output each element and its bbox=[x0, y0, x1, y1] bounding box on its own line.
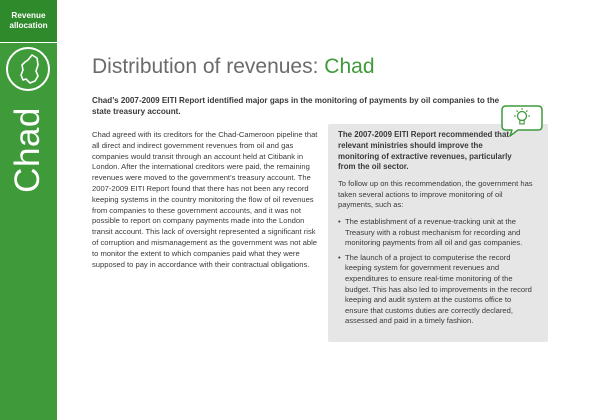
recommendation-intro: To follow up on this recommendation, the government has taken several actions to improve monitoring of oil payments, such as: bbox=[338, 179, 533, 210]
list-item bbox=[338, 253, 536, 327]
lightbulb-speech-bubble-icon bbox=[500, 104, 544, 138]
recommendation-box bbox=[328, 124, 548, 342]
recommendation-list bbox=[338, 217, 536, 327]
list-item-text: The establishment of a revenue-tracking unit at the Treasury with a robust mechanism for recording and monitoring payments from all oil and gas companies. bbox=[345, 216, 523, 248]
page-title-country: Chad bbox=[324, 55, 375, 78]
list-item bbox=[338, 217, 536, 249]
bullet: • bbox=[338, 216, 341, 226]
page-title-prefix: Distribution of revenues: bbox=[92, 55, 325, 78]
body-paragraph: Chad agreed with its creditors for the Chad-Cameroon pipeline that all direct and indirect government revenues from oil and gas companies would transit through an account held at Citibank in London. After the international creditors were paid, the remaining revenues were moved to the government’s treasury account. The 2007-2009 EITI Report found that there has not been any record keeping systems in the country monitoring the flow of oil revenues from companies to these government accounts, and it was not possible to report on company payments made into the London transit account. This lack of oversight represented a significant risk of corruption and mismanagement as the government was not able to monitor the extent to which companies paid what they were supposed to pay in accordance with their contractual obligations. bbox=[92, 130, 318, 269]
lead-paragraph: Chad’s 2007-2009 EITI Report identified major gaps in the monitoring of payments by oil companies to the state treasury account. bbox=[92, 96, 500, 116]
sidebar bbox=[0, 0, 57, 420]
page-title bbox=[92, 55, 375, 79]
section-label-line2: allocation bbox=[9, 21, 48, 30]
chad-map-icon bbox=[6, 47, 50, 91]
recommendation-heading: The 2007-2009 EITI Report recommended that relevant ministries should improve the monitoring of extractive revenues, particularly from the oil sector. bbox=[338, 130, 512, 172]
country-name-vertical: Chad bbox=[8, 107, 47, 193]
bullet: • bbox=[338, 252, 341, 262]
section-tab bbox=[0, 0, 57, 43]
list-item-text: The launch of a project to computerise the record keeping system for government revenues and expenditures to ensure real-time monitoring of the budget. This has also led to improvements in the record keeping and audit system at the customs office to ensure that customs duties are correctly declared, assessed and paid in a timely fashion. bbox=[345, 252, 532, 326]
section-label-line1: Revenue bbox=[11, 11, 46, 20]
